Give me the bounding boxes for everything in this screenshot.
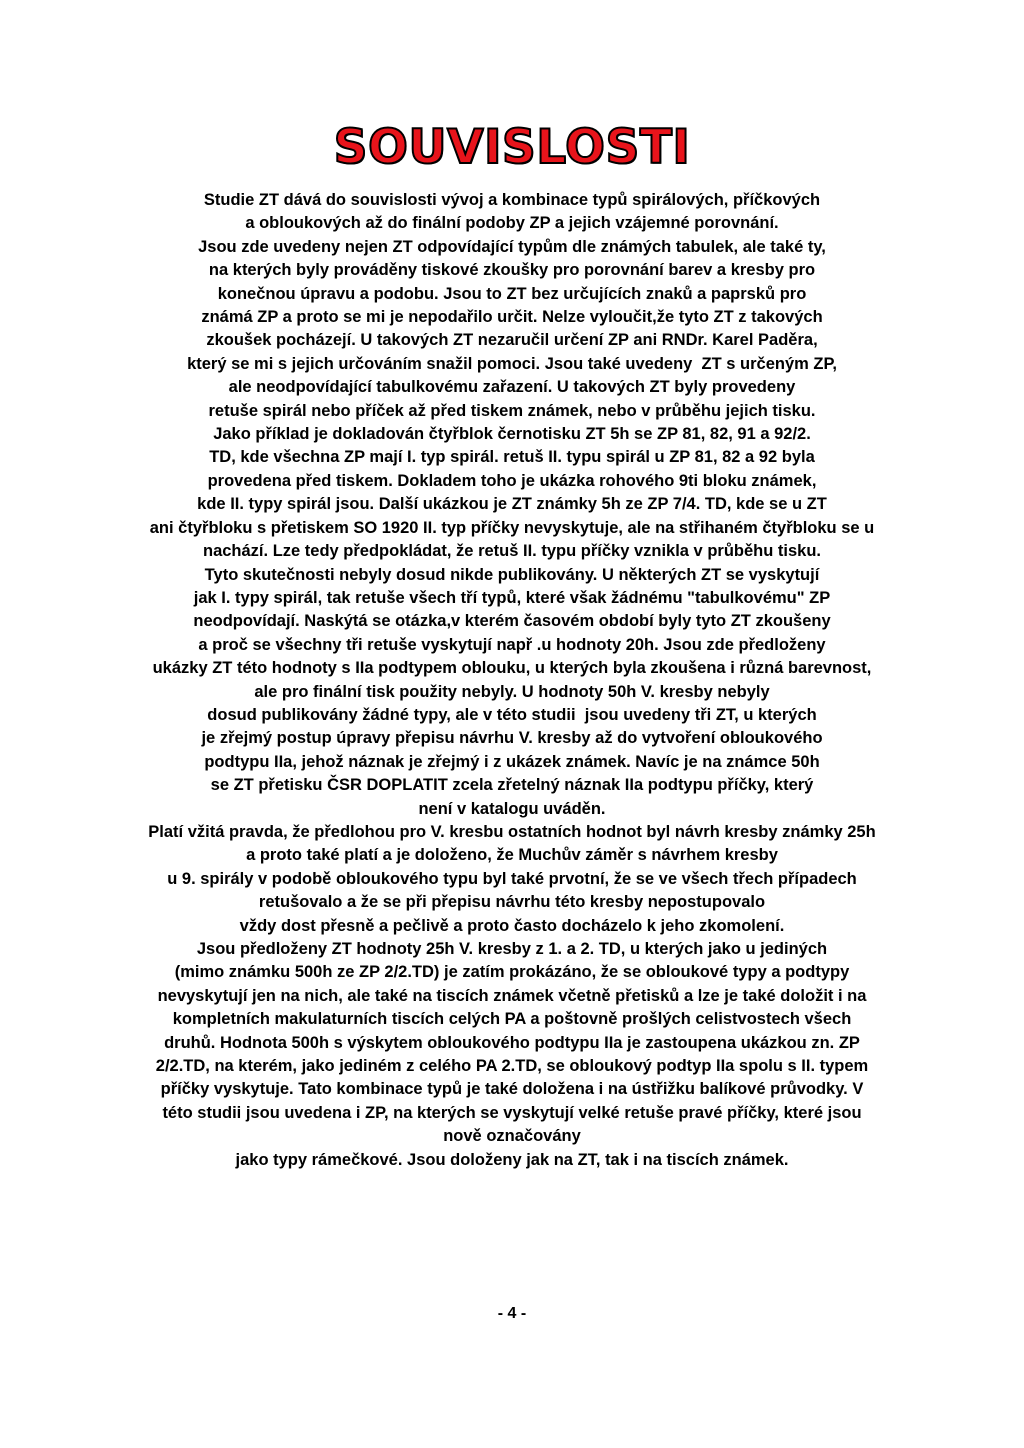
text-line: nachází. Lze tedy předpokládat, že retuš II. typu příčky vznikla v průběhu tisku. (203, 542, 821, 561)
text-line: Jako příklad je dokladován čtyřblok černotisku ZT 5h se ZP 81, 82, 91 a 92/2. (213, 425, 811, 444)
text-line: neodpovídají. Naskýtá se otázka,v kterém časovém období byly tyto ZT zkoušeny (193, 612, 831, 631)
page-title: SOUVISLOSTI (333, 120, 691, 175)
text-line: retuše spirál nebo příček až před tiskem známek, nebo v průběhu jejich tisku. (208, 401, 816, 420)
text-line: a proto také platí a je doloženo, že Muchův záměr s návrhem kresby (246, 846, 778, 865)
text-line: této studii jsou uvedena i ZP, na kterých se vyskytují velké retuše pravé příčky, které jsou (162, 1103, 862, 1122)
text-line: který se mi s jejich určováním snažil pomoci. Jsou také uvedeny ZT s určeným ZP, (187, 354, 837, 373)
text-line: známá ZP a proto se mi je nepodařilo určit. Nelze vyloučit,že tyto ZT z takových (201, 308, 823, 327)
text-line: konečnou úpravu a podobu. Jsou to ZT bez určujících znaků a paprsků pro (217, 284, 807, 303)
text-line: podtypu IIa, jehož náznak je zřejmý i z ukázek známek. Navíc je na známce 50h (204, 752, 820, 771)
text-line: retušovalo a že se při přepisu návrhu této kresby nepostupovalo (258, 893, 766, 912)
text-line: ani čtyřbloku s přetiskem SO 1920 II. typ příčky nevyskytuje, ale na střihaném čtyřbloku se u (149, 518, 875, 537)
body-text (0, 189, 1024, 1172)
text-line: Tyto skutečnosti nebyly dosud nikde publikovány. U některých ZT se vyskytují (204, 565, 820, 584)
text-line: Jsou předloženy ZT hodnoty 25h V. kresby z 1. a 2. TD, u kterých jako u jediných (196, 940, 828, 958)
text-line: a obloukových až do finální podoby ZP a jejich vzájemné porovnání. (245, 214, 779, 233)
text-line: Jsou zde uvedeny nejen ZT odpovídající typům dle známých tabulek, ale také ty, (198, 237, 826, 256)
text-line: nově označovány (443, 1127, 581, 1146)
text-line: se ZT přetisku ČSR DOPLATIT zcela zřetelný náznak IIa podtypu příčky, který (210, 776, 814, 795)
text-line: Studie ZT dává do souvislosti vývoj a kombinace typů spirálových, příčkových (203, 191, 821, 209)
text-line: ale neodpovídající tabulkovému zařazení. U takových ZT byly provedeny (228, 378, 796, 397)
text-line: a proč se všechny tři retuše vyskytují např .u hodnoty 20h. Jsou zde předloženy (198, 635, 826, 654)
text-line: na kterých byly prováděny tiskové zkoušky pro porovnání barev a kresby pro (208, 261, 816, 280)
text-line: ale pro finální tisk použity nebyly. U hodnoty 50h V. kresby nebyly (254, 682, 770, 701)
text-line: není v katalogu uváděn. (418, 799, 606, 818)
text-line: 2/2.TD, na kterém, jako jediném z celého PA 2.TD, se obloukový podtyp IIa spolu s II. typem (155, 1057, 869, 1076)
text-line: Platí vžitá pravda, že předlohou pro V. kresbu ostatních hodnot byl návrh kresby známky 25h (148, 822, 876, 841)
text-line: nevyskytují jen na nich, ale také na tiscích známek včetně přetisků a lze je také doložit i na (157, 986, 867, 1005)
text-line: druhů. Hodnota 500h s výskytem obloukového podtypu IIa je zastoupena ukázkou zn. ZP (164, 1033, 860, 1052)
text-line: jak I. typy spirál, tak retuše všech tří typů, které však žádnému "tabulkovému" ZP (193, 588, 831, 607)
text-line: jako typy rámečkové. Jsou doloženy jak na ZT, tak i na tiscích známek. (235, 1150, 789, 1169)
text-line: příčky vyskytuje. Tato kombinace typů je také doložena i na ústřižku balíkové průvodky. V (160, 1080, 864, 1099)
text-line: ukázky ZT této hodnoty s IIa podtypem oblouku, u kterých byla zkoušena i různá barevnost, (152, 659, 872, 678)
text-line: zkoušek pocházejí. U takových ZT nezaručil určení ZP ani RNDr. Karel Paděra, (206, 331, 818, 350)
text-line: dosud publikovány žádné typy, ale v této studii jsou uvedeny tři ZT, u kterých (207, 705, 817, 724)
text-line: je zřejmý postup úpravy přepisu návrhu V. kresby až do vytvoření obloukového (201, 729, 823, 748)
page-number: - 4 - (497, 1305, 527, 1322)
text-line: provedena před tiskem. Dokladem toho je ukázka rohového 9ti bloku známek, (207, 471, 817, 490)
text-line: u 9. spirály v podobě obloukového typu byl také prvotní, že se ve všech třech případech (167, 869, 857, 888)
text-line: (mimo známku 500h ze ZP 2/2.TD) je zatím prokázáno, že se obloukové typy a podtypy (174, 963, 850, 982)
text-line: kde II. typy spirál jsou. Další ukázkou je ZT známky 5h ze ZP 7/4. TD, kde se u ZT (197, 495, 827, 514)
text-line: kompletních makulaturních tiscích celých PA a poštovně prošlých celistvostech všech (172, 1010, 852, 1029)
text-line: TD, kde všechna ZP mají I. typ spirál. retuš II. typu spirál u ZP 81, 82 a 92 byla (209, 448, 815, 467)
text-line: vždy dost přesně a pečlivě a proto často docházelo k jeho zkomolení. (239, 916, 785, 935)
